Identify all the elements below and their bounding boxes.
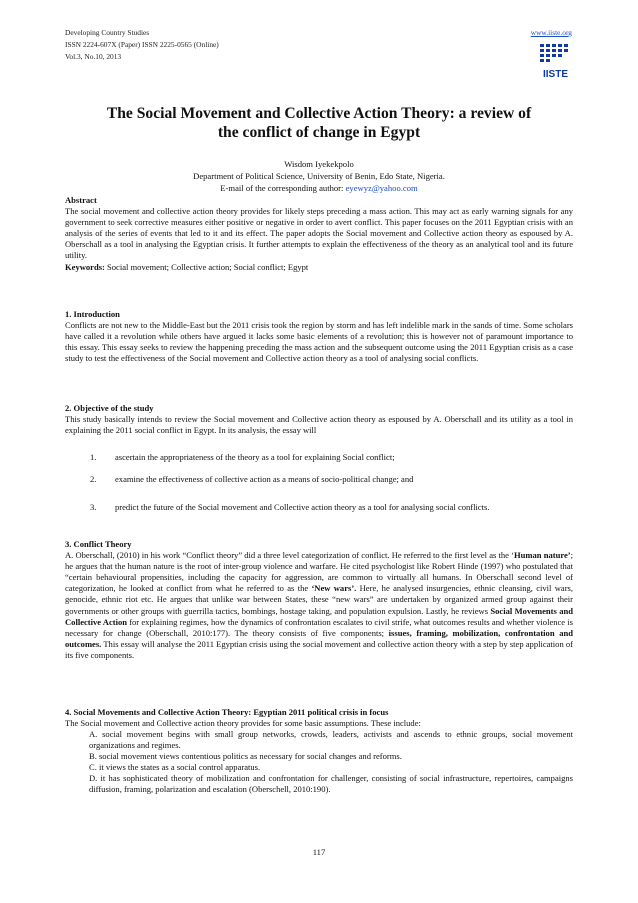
objective-text: This study basically intends to review the Social movement and Collective action theory as espoused by A. Oberschall and its utility as a tool in explaining the 2011 social conflict in Egypt. In its analysis, the essay will xyxy=(65,414,573,436)
conflict-theory-section xyxy=(65,539,573,661)
objective-section xyxy=(65,403,573,436)
list-item: B. social movement views contentious politics as necessary for social changes and reforms. xyxy=(89,751,402,762)
list-item: A. social movement begins with small group networks, crowds, leaders, activists and ascends to ethnic groups, social movement organizations and regimes. xyxy=(89,729,573,751)
list-number: 3. xyxy=(90,502,97,512)
iiste-logo xyxy=(537,40,574,82)
author-email-line xyxy=(0,183,638,194)
logo-text: IISTE xyxy=(542,69,569,80)
author-name: Wisdom Iyekekpolo xyxy=(284,159,354,169)
title-line-1: The Social Movement and Collective Action Theory: a review of xyxy=(106,105,532,122)
author-affiliation: Department of Political Science, University of Benin, Edo State, Nigeria. xyxy=(193,171,445,181)
email-label: E-mail of the corresponding author: xyxy=(220,183,344,193)
list-text: examine the effectiveness of collective action as a means of socio-political change; and xyxy=(115,474,414,484)
section-heading: 2. Objective of the study xyxy=(65,403,154,413)
assumptions-list xyxy=(89,729,573,796)
introduction-section xyxy=(65,309,573,364)
introduction-text: Conflicts are not new to the Middle-East but the 2011 crisis took the region by storm and has left indelible mark in the sands of time. Some scholars have called it a revolution while others have argued it lacks some basic elements of a revolution; this is however not of paramount importance to this essay. This essay seeks to review the happening preceding the mass action and the subsequent outcome using the 2011 Egyptian crisis as a case study to test the effectiveness of the Social movement and Collective action theory as a tool of analysing social conflicts. xyxy=(65,320,573,364)
social-movements-section xyxy=(65,707,573,729)
title-line-2: the conflict of change in Egypt xyxy=(217,123,421,141)
section-heading: 4. Social Movements and Collective Action Theory: Egyptian 2011 political crisis in focus xyxy=(65,707,389,717)
journal-issn: ISSN 2224-607X (Paper) ISSN 2225-0565 (Online) xyxy=(65,40,219,49)
section-heading: 3. Conflict Theory xyxy=(65,539,132,549)
journal-volume: Vol.3, No.10, 2013 xyxy=(65,52,122,61)
keywords-label: Keywords: xyxy=(65,261,105,272)
author-email-link[interactable]: eyewyz@yahoo.com xyxy=(345,183,418,193)
keywords-line xyxy=(65,262,573,273)
journal-url-link[interactable]: www.iiste.org xyxy=(530,28,572,37)
paper-title xyxy=(70,105,568,143)
abstract-text: The social movement and collective action theory provides for likely steps preceding a mass action. This may act as early warning signals for any government to seek corrective measures either positive or negative in order to avert conflict. This paper focuses on the 2011 Egyptian crisis with an analysis of the series of events that led to it and its effect. The paper adopts the Social movement and Collective action theory as espoused by A. Oberschall as a tool in analysing the Egyptian crisis. It further attempts to explain the effectiveness of the theory as an analytical tool and its future utility. xyxy=(65,206,573,261)
abstract-heading: Abstract xyxy=(65,195,97,205)
list-text: ascertain the appropriateness of the theory as a tool for explaining Social conflict; xyxy=(115,452,395,462)
list-number: 1. xyxy=(90,452,97,462)
abstract-section xyxy=(65,195,573,273)
social-movements-text: The Social movement and Collective action theory provides for some basic assumptions. These include: xyxy=(65,718,421,729)
list-item: D. it has sophisticated theory of mobilization and confrontation for challenger, consisting of social infrastructure, repertoires, campaigns diffusion, framing, polarization and escalation (Oberschell, 2010:190). xyxy=(89,773,573,795)
keywords-text: Social movement; Collective action; Social conflict; Egypt xyxy=(107,261,309,272)
list-text: predict the future of the Social movement and Collective action theory as a tool for analysing social conflicts. xyxy=(115,502,490,512)
page-number: 117 xyxy=(312,847,326,857)
conflict-theory-text: A. Oberschall, (2010) in his work “Conflict theory” did a three level categorization of conflict. He referred to the first level as the ‘Human nature’; he argues that the human nature is the root of inter-group violence and warfare. He cited psychologist like Robert Hinde (1997) who postulated that “certain behavioural propensities, including the capacity for aggression, are common to virtually all humans. In Oberschall second level of categorization, he looked at conflict from what he referred to as the ‘New wars’. Here, he analysed insurgencies, ethnic cleansing, civil wars, genocide, ethnic riot etc. He argues that unlike war between States, these “new wars” are undertaken by organized armed group against their governments or other groups with guerrilla tactics, bombings, hostage taking, and population expulsion. Lastly, he reviews Social Movements and Collective Action for explaining regimes, how the dynamics of confrontation escalates to civil strife, what outcomes results and whether violence is necessary for change (Oberschall, 2010:177). The theory consists of five components; issues, framing, mobilization, confrontation and outcomes. This essay will analyse the 2011 Egyptian crisis using the social movement and collective action theory with a step by step application of its five components. xyxy=(65,550,573,660)
journal-name: Developing Country Studies xyxy=(65,28,150,37)
list-number: 2. xyxy=(90,474,97,484)
section-heading: 1. Introduction xyxy=(65,309,120,319)
list-item: C. it views the states as a social control apparatus. xyxy=(89,762,261,773)
